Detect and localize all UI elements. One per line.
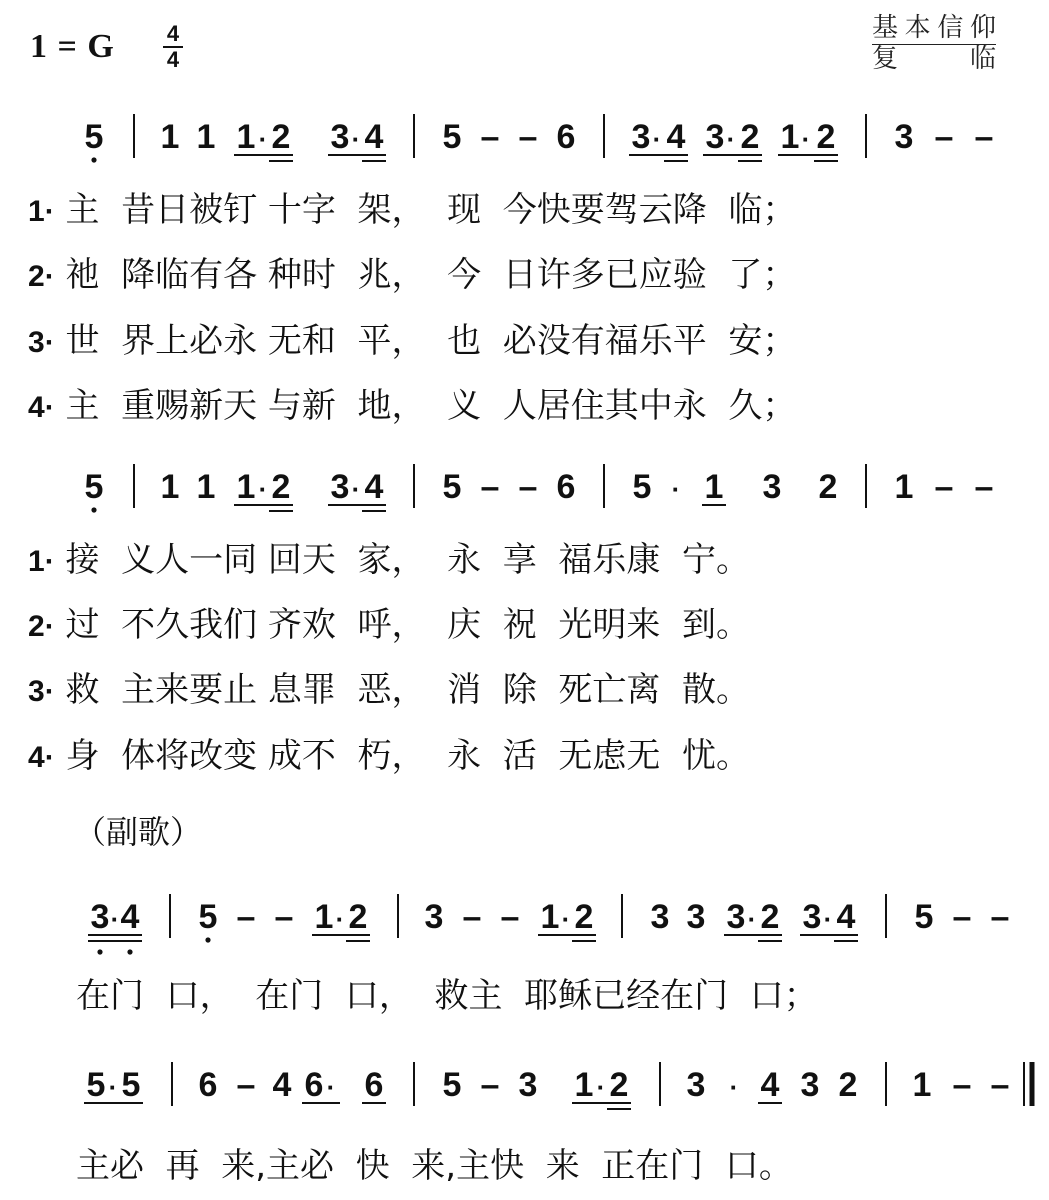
- note-digit: 3: [762, 468, 782, 506]
- note-digit: 4: [836, 898, 856, 936]
- note-digit: 1: [704, 468, 724, 506]
- note-digit: 5: [84, 118, 104, 156]
- note-digit: 5: [198, 898, 218, 936]
- category-label: 基本信仰: [872, 13, 996, 43]
- note-digit: 6: [304, 1066, 324, 1104]
- dotted-note-mark: ·: [729, 1072, 739, 1102]
- note-digit: 3: [802, 898, 822, 936]
- dotted-note-mark: ·: [335, 904, 345, 934]
- note-digit: 3: [686, 1066, 706, 1104]
- duration-dash: –: [236, 1066, 256, 1104]
- duration-dash: –: [952, 1066, 972, 1104]
- note-digit: 3: [518, 1066, 538, 1104]
- note-digit: 5: [442, 118, 462, 156]
- note-digit: 6: [198, 1066, 218, 1104]
- note-digit: 3: [650, 898, 670, 936]
- note-digit: 1: [160, 468, 180, 506]
- note-digit: 4: [364, 468, 384, 506]
- dotted-note-mark: ·: [671, 474, 681, 504]
- duration-dash: –: [990, 898, 1010, 936]
- note-digit: 1: [574, 1066, 594, 1104]
- note-digit: 2: [348, 898, 368, 936]
- note-digit: 5: [86, 1066, 106, 1104]
- note-digit: 3: [705, 118, 725, 156]
- verse-2-line-b: 2· 过 不久我们 齐欢 呼， 庆 祝 光明来 到。: [28, 605, 750, 645]
- note-digit: 5: [442, 468, 462, 506]
- note-digit: 5: [442, 1066, 462, 1104]
- note-digit: 5: [914, 898, 934, 936]
- note-digit: 2: [271, 118, 291, 156]
- verse-1-line-a: 1· 主 昔日被钉 十字 架， 现 今快要驾云降 临；: [28, 190, 797, 230]
- note-digit: 1: [196, 118, 216, 156]
- verse-1-line-b: 1· 接 义人一同 回天 家， 永 享 福乐康 宁。: [28, 540, 750, 580]
- note-digit: 2: [838, 1066, 858, 1104]
- dotted-note-mark: ·: [596, 1072, 606, 1102]
- note-digit: 1: [894, 468, 914, 506]
- chorus-label: （副歌）: [74, 813, 203, 851]
- low-octave-dot: [91, 507, 96, 512]
- duration-dash: –: [500, 898, 520, 936]
- note-digit: 1: [160, 118, 180, 156]
- time-numerator: 4: [166, 21, 180, 46]
- dotted-note-mark: ·: [108, 1072, 118, 1102]
- note-digit: 1: [196, 468, 216, 506]
- note-digit: 4: [760, 1066, 780, 1104]
- note-digit: 4: [364, 118, 384, 156]
- time-denominator: 4: [166, 47, 180, 72]
- note-digit: 1: [314, 898, 334, 936]
- dotted-note-mark: ·: [801, 124, 811, 154]
- chorus-lyric-line-2: 主必 再 来,主必 快 来,主快 来 正在门 口。: [76, 1146, 793, 1186]
- duration-dash: –: [518, 468, 538, 506]
- note-digit: 3: [894, 118, 914, 156]
- dotted-note-mark: ·: [351, 124, 361, 154]
- low-octave-dot: [91, 157, 96, 162]
- note-digit: 1: [780, 118, 800, 156]
- dotted-note-mark: ·: [258, 474, 268, 504]
- dotted-note-mark: ·: [110, 904, 120, 934]
- note-digit: 6: [556, 118, 576, 156]
- note-digit: 2: [271, 468, 291, 506]
- dotted-note-mark: ·: [747, 904, 757, 934]
- dotted-note-mark: ·: [258, 124, 268, 154]
- note-digit: 1: [236, 118, 256, 156]
- duration-dash: –: [518, 118, 538, 156]
- note-digit: 3: [424, 898, 444, 936]
- note-digit: 3: [330, 118, 350, 156]
- dotted-note-mark: ·: [351, 474, 361, 504]
- category-sub-left: 复: [872, 44, 899, 74]
- dotted-note-mark: ·: [652, 124, 662, 154]
- duration-dash: –: [934, 118, 954, 156]
- duration-dash: –: [480, 118, 500, 156]
- duration-dash: –: [480, 468, 500, 506]
- note-digit: 3: [726, 898, 746, 936]
- note-digit: 1: [912, 1066, 932, 1104]
- key-signature: 1 = G: [30, 28, 115, 65]
- verse-4-line-a: 4· 主 重赐新天 与新 地， 义 人居住其中永 久；: [28, 386, 797, 426]
- note-digit: 5: [121, 1066, 141, 1104]
- verse-3-line-b: 3· 救 主来要止 息罪 恶， 消 除 死亡离 散。: [28, 670, 750, 710]
- dotted-note-mark: ·: [326, 1072, 336, 1102]
- note-digit: 3: [90, 898, 110, 936]
- note-digit: 3: [330, 468, 350, 506]
- note-digit: 2: [816, 118, 836, 156]
- low-octave-dot: [127, 949, 132, 954]
- note-digit: 5: [84, 468, 104, 506]
- category-sub-right: 临: [969, 44, 996, 74]
- note-digit: 6: [364, 1066, 384, 1104]
- verse-4-line-b: 4· 身 体将改变 成不 朽， 永 活 无虑无 忧。: [28, 736, 750, 776]
- note-digit: 6: [556, 468, 576, 506]
- duration-dash: –: [462, 898, 482, 936]
- dotted-note-mark: ·: [561, 904, 571, 934]
- low-octave-dot: [97, 949, 102, 954]
- duration-dash: –: [952, 898, 972, 936]
- note-digit: 4: [666, 118, 686, 156]
- note-digit: 3: [686, 898, 706, 936]
- duration-dash: –: [934, 468, 954, 506]
- dotted-note-mark: ·: [726, 124, 736, 154]
- duration-dash: –: [274, 898, 294, 936]
- dotted-note-mark: ·: [823, 904, 833, 934]
- note-digit: 2: [818, 468, 838, 506]
- verse-3-line-a: 3· 世 界上必永 无和 平， 也 必没有福乐平 安；: [28, 321, 797, 361]
- note-digit: 2: [609, 1066, 629, 1104]
- low-octave-dot: [205, 937, 210, 942]
- duration-dash: –: [974, 468, 994, 506]
- note-digit: 1: [540, 898, 560, 936]
- note-digit: 2: [740, 118, 760, 156]
- verse-2-line-a: 2· 祂 降临有各 种时 兆， 今 日许多已应验 了；: [28, 255, 797, 295]
- duration-dash: –: [236, 898, 256, 936]
- note-digit: 4: [272, 1066, 292, 1104]
- duration-dash: –: [480, 1066, 500, 1104]
- note-digit: 3: [631, 118, 651, 156]
- note-digit: 4: [120, 898, 140, 936]
- duration-dash: –: [974, 118, 994, 156]
- note-digit: 3: [800, 1066, 820, 1104]
- note-digit: 1: [236, 468, 256, 506]
- note-digit: 5: [632, 468, 652, 506]
- note-digit: 2: [760, 898, 780, 936]
- duration-dash: –: [990, 1066, 1010, 1104]
- note-digit: 2: [574, 898, 594, 936]
- chorus-lyric-line-1: 在门 口， 在门 口， 救主 耶稣已经在门 口；: [76, 976, 818, 1016]
